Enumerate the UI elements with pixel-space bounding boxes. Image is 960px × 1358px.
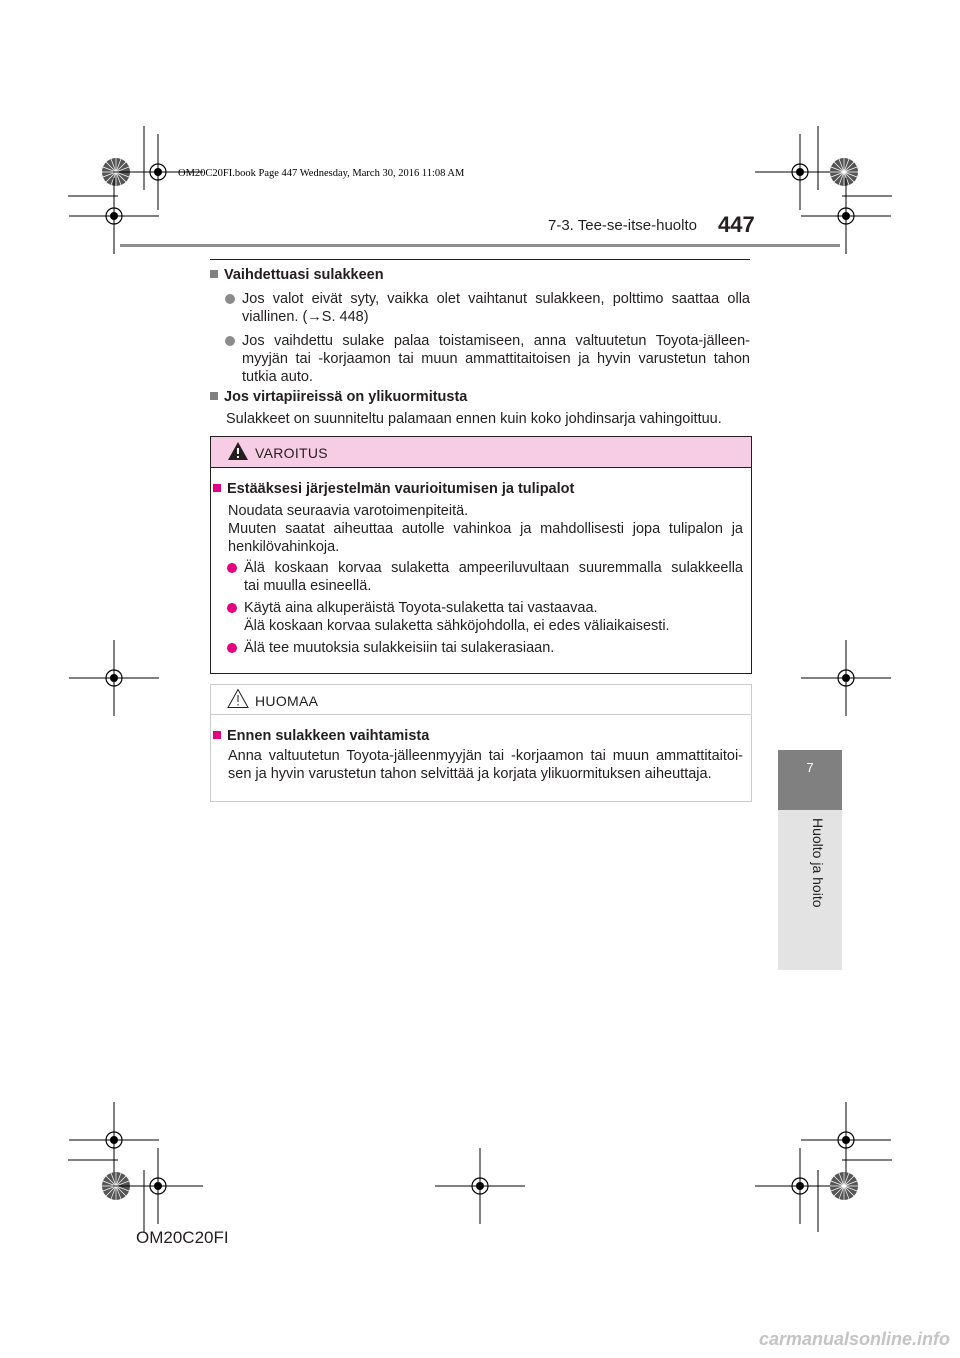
warning-heading-text: Estääksesi järjestelmän vaurioitumisen ja tulipalot: [227, 481, 575, 497]
warning-label: VAROITUS: [255, 445, 328, 461]
warning-list-line: Älä tee muutoksia sulakkeisiin tai sulakerasiaan.: [244, 640, 555, 656]
notice-heading-text: Ennen sulakkeen vaihtamista: [227, 728, 430, 744]
square-bullet-icon: [213, 484, 221, 492]
registration-mark-icon: [69, 1102, 159, 1178]
warning-list-item: [227, 559, 743, 595]
section-heading: [210, 266, 750, 284]
bullet-icon: [227, 603, 237, 613]
registration-mark-icon: [69, 640, 159, 716]
warning-line: Muuten saatat aiheuttaa autolle vahinkoa ja mahdollisesti jopa tulipalon ja: [228, 521, 743, 537]
chapter-tab: [778, 750, 842, 810]
header-rule: [120, 244, 840, 247]
paragraph: Sulakkeet on suunniteltu palamaan ennen kuin koko johdinsarja vahingoittuu.: [226, 411, 722, 427]
notice-line: Anna valtuutetun Toyota-jälleenmyyjän tai -korjaamon tai muun ammattitaitoi-: [228, 748, 743, 764]
watermark: carmanualsonline.info: [758, 1329, 950, 1349]
list-item-line: tutkia auto.: [242, 369, 313, 385]
warning-line: henkilövahinkoja.: [228, 539, 340, 555]
starburst-target-icon: [830, 158, 858, 186]
notice-label: HUOMAA: [255, 693, 319, 709]
chapter-title: Huolto ja hoito: [810, 818, 826, 908]
list-item-line: [242, 308, 750, 326]
section-label: 7-3. Tee-se-itse-huolto: [548, 217, 697, 234]
warning-list-item: [227, 599, 743, 635]
list-item-text: viallinen. (: [242, 309, 308, 325]
registration-mark-icon: [435, 1148, 525, 1224]
bullet-icon: [225, 336, 235, 346]
page-reference[interactable]: S. 448): [321, 309, 369, 325]
section-heading-text: Vaihdettuasi sulakkeen: [224, 267, 384, 283]
warning-outline-triangle-icon: [227, 688, 249, 709]
registration-mark-icon: [801, 1102, 891, 1178]
notice-paragraph: [228, 747, 743, 783]
registration-mark-icon: [801, 640, 891, 716]
chapter-number: 7: [806, 760, 814, 775]
warning-triangle-icon: [227, 441, 249, 461]
warning-list-line: Käytä aina alkuperäistä Toyota-sulaketta tai vastaavaa.: [244, 600, 598, 616]
warning-box: [210, 436, 752, 674]
warning-line: Noudata seuraavia varotoimenpiteitä.: [228, 503, 469, 519]
footer-code: OM20C20FI: [136, 1228, 229, 1247]
section-heading: [210, 388, 750, 406]
notice-header: [211, 685, 751, 715]
warning-paragraph: [228, 502, 743, 556]
list-item: [225, 332, 750, 386]
arrow-icon: →: [307, 309, 322, 325]
warning-heading: [213, 480, 745, 498]
bullet-icon: [227, 563, 237, 573]
bullet-icon: [227, 643, 237, 653]
warning-list-line: Älä koskaan korvaa sulaketta sähköjohdolla, ei edes väliaikaisesti.: [244, 618, 670, 634]
notice-line: sen ja hyvin varustetun tahon selvittää ja korjata ylikuormituksen aiheuttaja.: [228, 766, 712, 782]
starburst-target-icon: [830, 1172, 858, 1200]
content-rule: [210, 259, 750, 260]
square-bullet-icon: [210, 392, 218, 400]
square-bullet-icon: [210, 270, 218, 278]
notice-heading: [213, 727, 745, 745]
warning-header: [211, 437, 751, 468]
list-item-line: myyjän tai -korjaamon tai muun ammattitaitoisen ja hyvin varustetun tahon: [242, 351, 750, 367]
warning-list-line: Älä koskaan korvaa sulaketta ampeeriluvultaan suuremmalla sulakkeella: [244, 560, 743, 576]
registration-mark-icon: [801, 178, 891, 254]
book-stamp: OM20C20FI.book Page 447 Wednesday, March 30, 2016 11:08 AM: [178, 168, 465, 179]
list-item: [225, 290, 750, 326]
page-number: 447: [718, 212, 755, 237]
registration-mark-icon: [113, 1148, 203, 1224]
square-bullet-icon: [213, 731, 221, 739]
list-item-line: Jos vaihdettu sulake palaa toistamiseen, anna valtuutetun Toyota-jälleen-: [242, 333, 750, 349]
warning-list-item: [227, 639, 743, 657]
bullet-icon: [225, 294, 235, 304]
registration-mark-icon: [69, 178, 159, 254]
list-item-line: Jos valot eivät syty, vaikka olet vaihtanut sulakkeen, polttimo saattaa olla: [242, 291, 750, 307]
section-heading-text: Jos virtapiireissä on ylikuormitusta: [224, 389, 468, 405]
notice-box: [210, 684, 752, 802]
warning-list-line: tai muulla esineellä.: [244, 578, 372, 594]
